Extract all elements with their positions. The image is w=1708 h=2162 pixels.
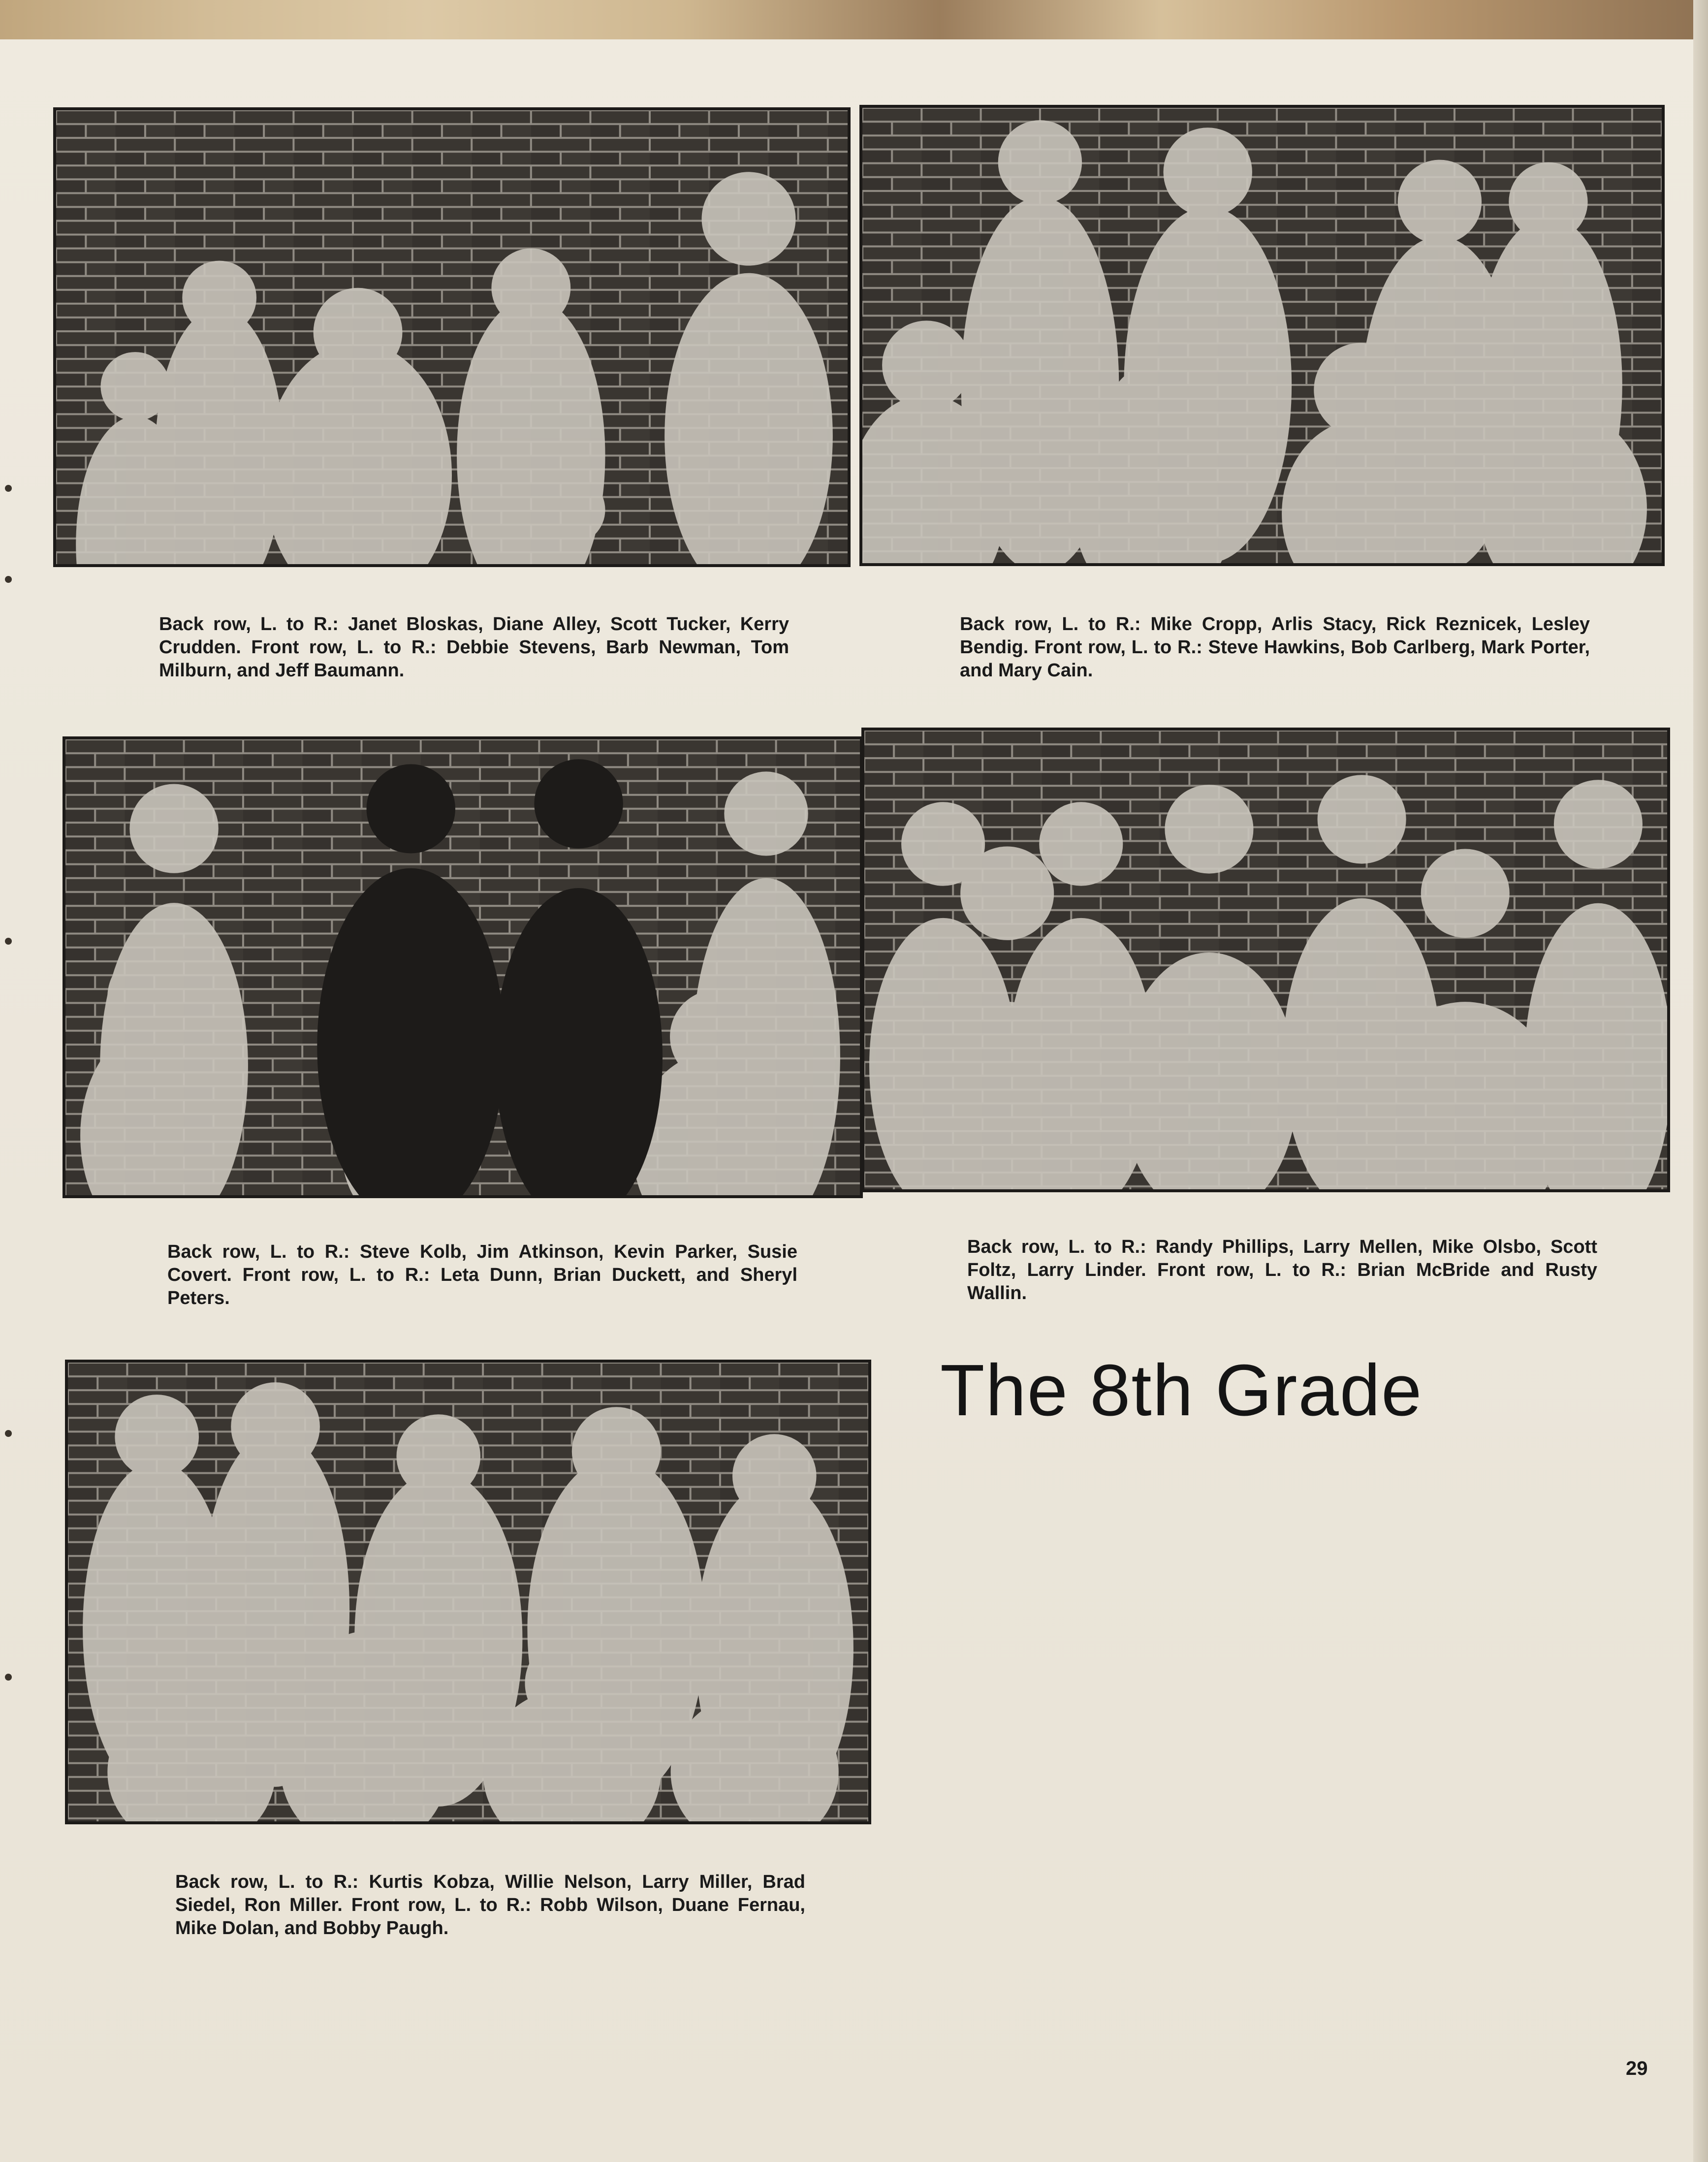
- page-title: The 8th Grade: [940, 1350, 1423, 1431]
- photo-image: [862, 108, 1662, 563]
- page-number: 29: [1626, 2058, 1648, 2079]
- photo-caption-1: Back row, L. to R.: Janet Bloskas, Diane Alley, Scott Tucker, Kerry Crudden. Front row, L. to R.: Debbie Stevens, Barb Newman, Tom Milburn, and Jeff Baumann.: [159, 614, 789, 681]
- group-photo-4: [861, 728, 1670, 1192]
- photo-image: [68, 1363, 868, 1821]
- group-photo-2: [859, 105, 1665, 566]
- photo-caption-5: Back row, L. to R.: Kurtis Kobza, Willie Nelson, Larry Miller, Brad Siedel, Ron Miller. Front row, L. to R.: Robb Wilson, Duane Fernau, Mike Dolan, and Bobby Paugh.: [175, 1872, 805, 1939]
- binding-hole: [5, 485, 12, 492]
- photo-image: [65, 739, 860, 1195]
- photo-image: [56, 110, 848, 564]
- binding-hole: [5, 576, 12, 583]
- photo-image: [864, 731, 1667, 1189]
- photo-caption-3: Back row, L. to R.: Steve Kolb, Jim Atkinson, Kevin Parker, Susie Covert. Front row, L. to R.: Leta Dunn, Brian Duckett, and Sheryl Peters.: [167, 1241, 797, 1308]
- binding-hole: [5, 1430, 12, 1437]
- binding-hole: [5, 938, 12, 945]
- group-photo-5: [65, 1360, 871, 1824]
- photo-caption-2: Back row, L. to R.: Mike Cropp, Arlis Stacy, Rick Reznicek, Lesley Bendig. Front row, L. to R.: Steve Hawkins, Bob Carlberg, Mark Porter, and Mary Cain.: [960, 614, 1590, 681]
- group-photo-3: [63, 736, 863, 1198]
- page-right-edge: [1693, 0, 1708, 2162]
- group-photo-1: [53, 107, 851, 567]
- torn-top-edge: [0, 0, 1708, 39]
- binding-hole: [5, 1674, 12, 1681]
- photo-caption-4: Back row, L. to R.: Randy Phillips, Larry Mellen, Mike Olsbo, Scott Foltz, Larry Linder. Front row, L. to R.: Brian McBride and Rusty Wallin.: [967, 1237, 1597, 1304]
